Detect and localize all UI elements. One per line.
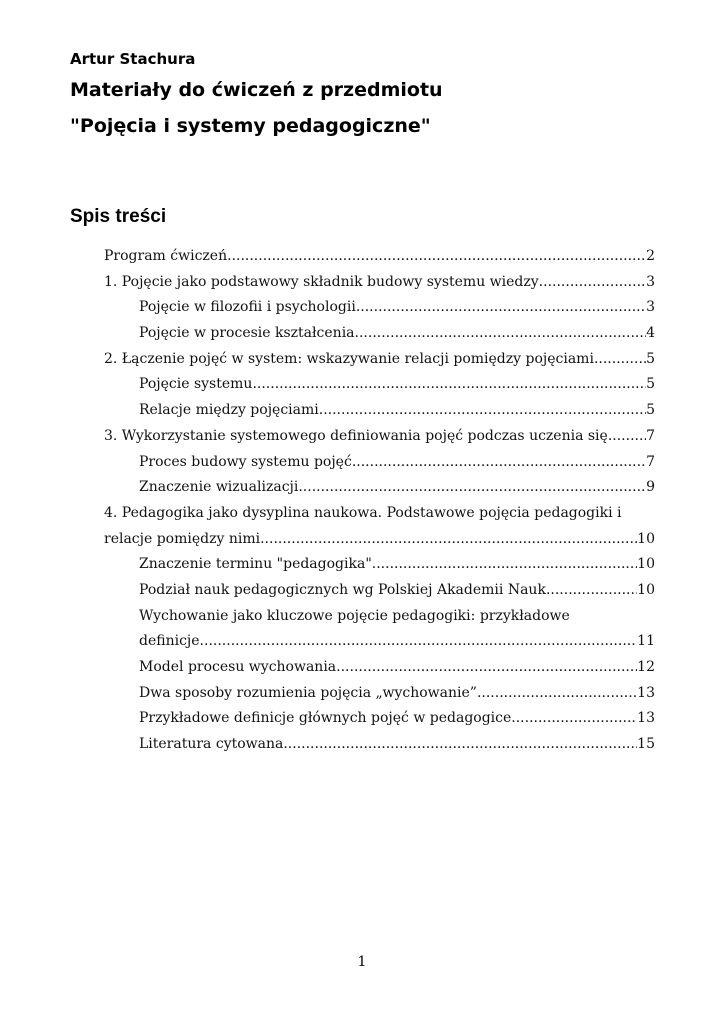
toc-entry-text: Przykładowe definicje głównych pojęć w pedagogice [139,710,512,727]
toc-entry-text: Model procesu wychowania [139,659,337,675]
toc-entry-text: Pojęcie systemu [139,376,253,393]
toc-leader-dots [546,578,637,604]
toc-subentry[interactable] [104,450,655,476]
toc-entry-text: Program ćwiczeń [104,248,228,264]
toc-entry-first-line[interactable]: 4. Pedagogika jako dysyplina naukowa. Podstawowe pojęcia pedagogiki i [104,504,622,521]
toc-leader-dots [260,527,637,553]
toc-subentry[interactable] [104,475,655,501]
toc-entry-text: 2. Łączenie pojęć w system: wskazywanie relacji pomiędzy pojęciami [104,350,594,367]
toc-leader-dots [539,270,646,296]
toc-entry-text: relacje pomiędzy nimi [104,530,261,547]
toc-entry-text: definicje [139,633,200,650]
document-title-line-1: Materiały do ćwiczeń z przedmiotu [70,79,443,101]
toc-leader-dots [355,321,647,347]
toc-entry[interactable] [104,527,655,553]
toc-leader-dots [298,475,646,501]
toc-entry-page: 10 [637,581,655,598]
toc-subentry[interactable] [104,321,655,347]
toc-entry-page: 10 [637,530,655,547]
toc-entry-page: 10 [637,556,655,573]
toc-entry-text: 3. Wykorzystanie systemowego definiowania pojęć podczas uczenia się [104,427,608,444]
toc-heading: Spis treści [70,206,167,227]
toc-subentry[interactable] [104,372,655,398]
toc-entry-page: 4 [646,325,655,342]
toc-subentry[interactable] [104,706,655,732]
toc-entry-text: 1. Pojęcie jako podstawowy składnik budowy systemu wiedzy [104,273,539,290]
toc-leader-dots [594,347,646,373]
toc-subentry[interactable] [104,629,655,655]
toc-subentry[interactable] [104,655,655,681]
toc-entry-page: 11 [637,633,655,650]
toc-subentry[interactable] [104,398,655,424]
author-name: Artur Stachura [70,50,196,68]
toc-entry-page: 5 [646,376,655,393]
toc-subentry[interactable] [104,732,655,758]
toc-entry-text: Proces budowy systemu pojęć [139,453,352,470]
toc-entry-page: 9 [646,479,655,496]
toc-entry-page: 13 [637,710,655,727]
toc-entry[interactable] [104,424,655,450]
table-of-contents [104,244,655,758]
toc-subentry[interactable] [104,552,655,578]
toc-entry[interactable] [104,270,655,296]
toc-entry-page: 3 [646,299,655,316]
toc-entry-text: Literatura cytowana [139,736,284,753]
toc-subentry[interactable] [104,681,655,707]
document-title-line-2: "Pojęcia i systemy pedagogiczne" [70,115,431,137]
toc-leader-dots [200,629,638,655]
toc-entry-page: 5 [646,402,655,419]
toc-subentry-first-line[interactable]: Wychowanie jako kluczowe pojęcie pedagogiki: przykładowe [139,607,570,624]
toc-leader-dots [319,398,646,424]
toc-entry-page: 5 [646,350,655,367]
toc-entry-text: Relacje między pojęciami [139,402,319,419]
toc-leader-dots [477,681,637,707]
toc-leader-dots [283,732,637,758]
toc-leader-dots [352,450,646,476]
toc-leader-dots [227,244,646,270]
toc-leader-dots [608,424,646,450]
toc-entry-text: Dwa sposoby rozumienia pojęcia „wychowanie” [139,684,477,701]
toc-entry-text: Pojęcie w filozofii i psychologii [139,299,356,316]
toc-entry-text: Znaczenie wizualizacji [139,479,299,496]
toc-entry-page: 7 [646,453,655,470]
toc-leader-dots [511,706,637,732]
toc-leader-dots [252,372,646,398]
toc-entry-text: Pojęcie w procesie kształcenia [139,325,355,342]
toc-entry-page: 13 [637,684,655,701]
toc-subentry[interactable] [104,578,655,604]
toc-subentry[interactable] [104,295,655,321]
toc-leader-dots [372,552,637,578]
toc-leader-dots [336,655,637,681]
toc-entry-page: 7 [646,427,655,444]
toc-entry-page: 15 [637,736,655,753]
page-number: 1 [357,954,367,970]
toc-entry-text: Znaczenie terminu "pedagogika" [139,556,372,573]
toc-entry-page: 3 [646,273,655,290]
toc-entry[interactable] [104,244,655,270]
toc-entry-page: 12 [637,659,655,675]
toc-leader-dots [356,295,646,321]
toc-entry[interactable] [104,347,655,373]
toc-entry-page: 2 [646,248,655,264]
toc-entry-text: Podział nauk pedagogicznych wg Polskiej Akademii Nauk [139,581,546,598]
